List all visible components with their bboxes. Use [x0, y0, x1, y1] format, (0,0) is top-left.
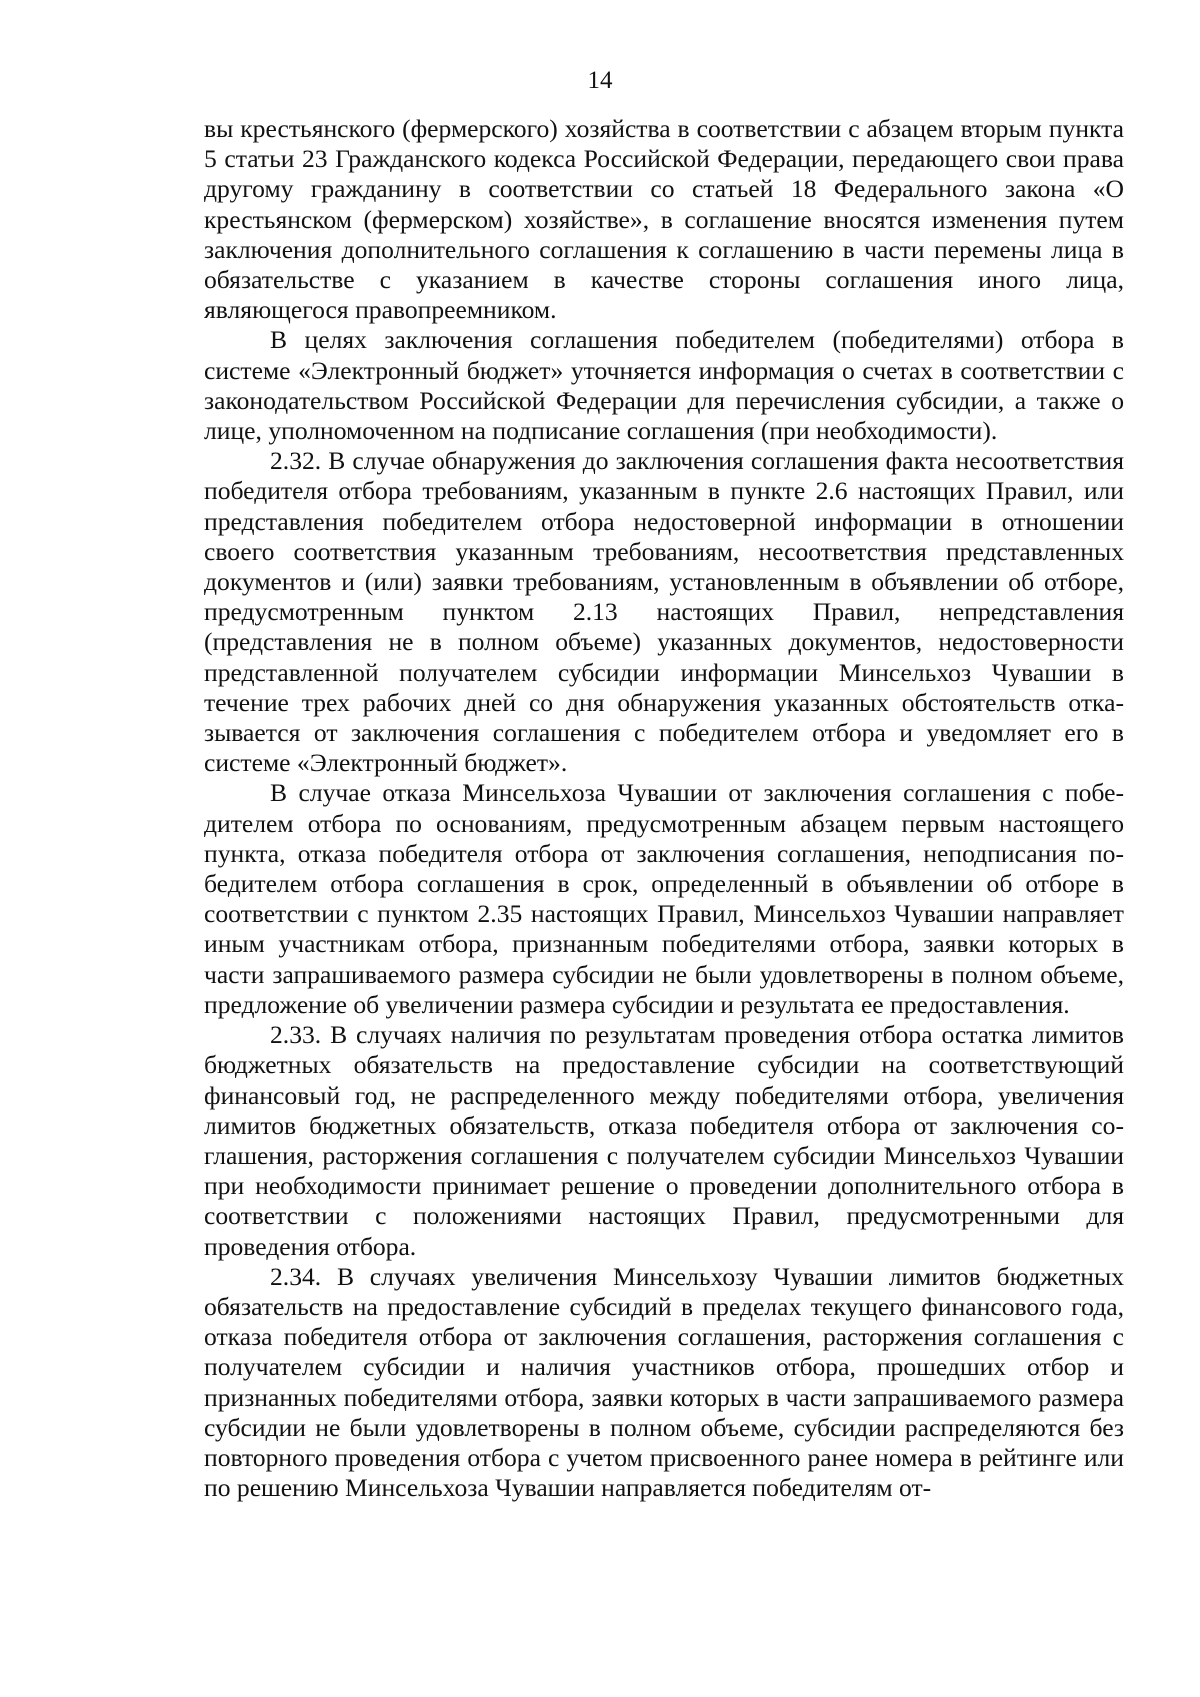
paragraph-2-34: 2.34. В случаях увеличения Минсельхозу Чувашии лимитов бюджетных обязательств на предоставление субсидий в пределах текущего финансового года, отказа победителя отбора от заключения соглашения, расторжения соглашения с получателем субсидии и наличия участников отбора, прошедших отбор и признанных победителями отбора, заявки которых в части запрашиваемого размера субсидии не были удовлетворены в полном объеме, субсидии распределяются без повторного проведения отбора с учетом присвоенного ранее номера в рейтинге или по решению Минсельхоза Чувашии направляется победителям от-: [204, 1261, 1124, 1503]
paragraph-2-33: 2.33. В случаях наличия по результатам проведения отбора остатка лимитов бюджетных обязательств на предоставление субсидии на соответствующий финансовый год, не распределенного между победителями отбора, увеличения лимитов бюджетных обязательств, отказа победителя отбора от заключения соглашения, расторжения соглашения с получателем субсидии Минсельхоз Чувашии при необходимости принимает решение о проведении дополнительного отбора в соответствии с положениями настоящих Правил, предусмотренными для проведения отбора.: [204, 1020, 1124, 1261]
paragraph-2-32: 2.32. В случае обнаружения до заключения соглашения факта несоответствия победителя отбора требованиям, указанным в пункте 2.6 настоящих Правил, или представления победителем отбора недостоверной информации в отношении своего соответствия указанным требованиям, несоответствия представленных документов и (или) заявки требованиям, установленным в объявлении об отборе, предусмотренным пунктом 2.13 настоящих Правил, непредставления (представления не в полном объеме) указанных документов, недостоверности представленной получателем субсидии информации Минсельхоз Чувашии в течение трех рабочих дней со дня обнаружения указанных обстоятельств отказывается от заключения соглашения с победителем отбора и уведомляет его в системе «Электронный бюджет».: [204, 446, 1124, 778]
document-body: [204, 114, 1124, 1503]
paragraph-agreement-account-info: В целях заключения соглашения победителем (победителями) отбора в системе «Электронный бюджет» уточняется информация о счетах в соответствии с законодательством Российской Федерации для перечисления субсидии, а также о лице, уполномоченном на подписание соглашения (при необходимости).: [204, 325, 1124, 446]
page-number: 14: [587, 67, 613, 94]
paragraph-refusal-case: В случае отказа Минсельхоза Чувашии от заключения соглашения с победителем отбора по основаниям, предусмотренным абзацем первым настоящего пункта, отказа победителя отбора от заключения соглашения, неподписания победителем отбора соглашения в срок, определенный в объявлении об отборе в соответствии с пунктом 2.35 настоящих Правил, Минсельхоз Чувашии направляет иным участникам отбора, признанным победителями отбора, заявки которых в части запрашиваемого размера субсидии не были удовлетворены в полном объеме, предложение об увеличении размера субсидии и результата ее предоставления.: [204, 778, 1124, 1019]
paragraph-continuation: вы крестьянского (фермерского) хозяйства в соответствии с абзацем вторым пункта 5 статьи 23 Гражданского кодекса Российской Федерации, передающего свои права другому гражданину в соответствии со статьей 18 Федерального закона «О крестьянском (фермерском) хозяйстве», в соглашение вносятся изменения путем заключения дополнительного соглашения к соглашению в части перемены лица в обязательстве с указанием в качестве стороны соглашения иного лица, являющегося правопреемником.: [204, 114, 1124, 325]
